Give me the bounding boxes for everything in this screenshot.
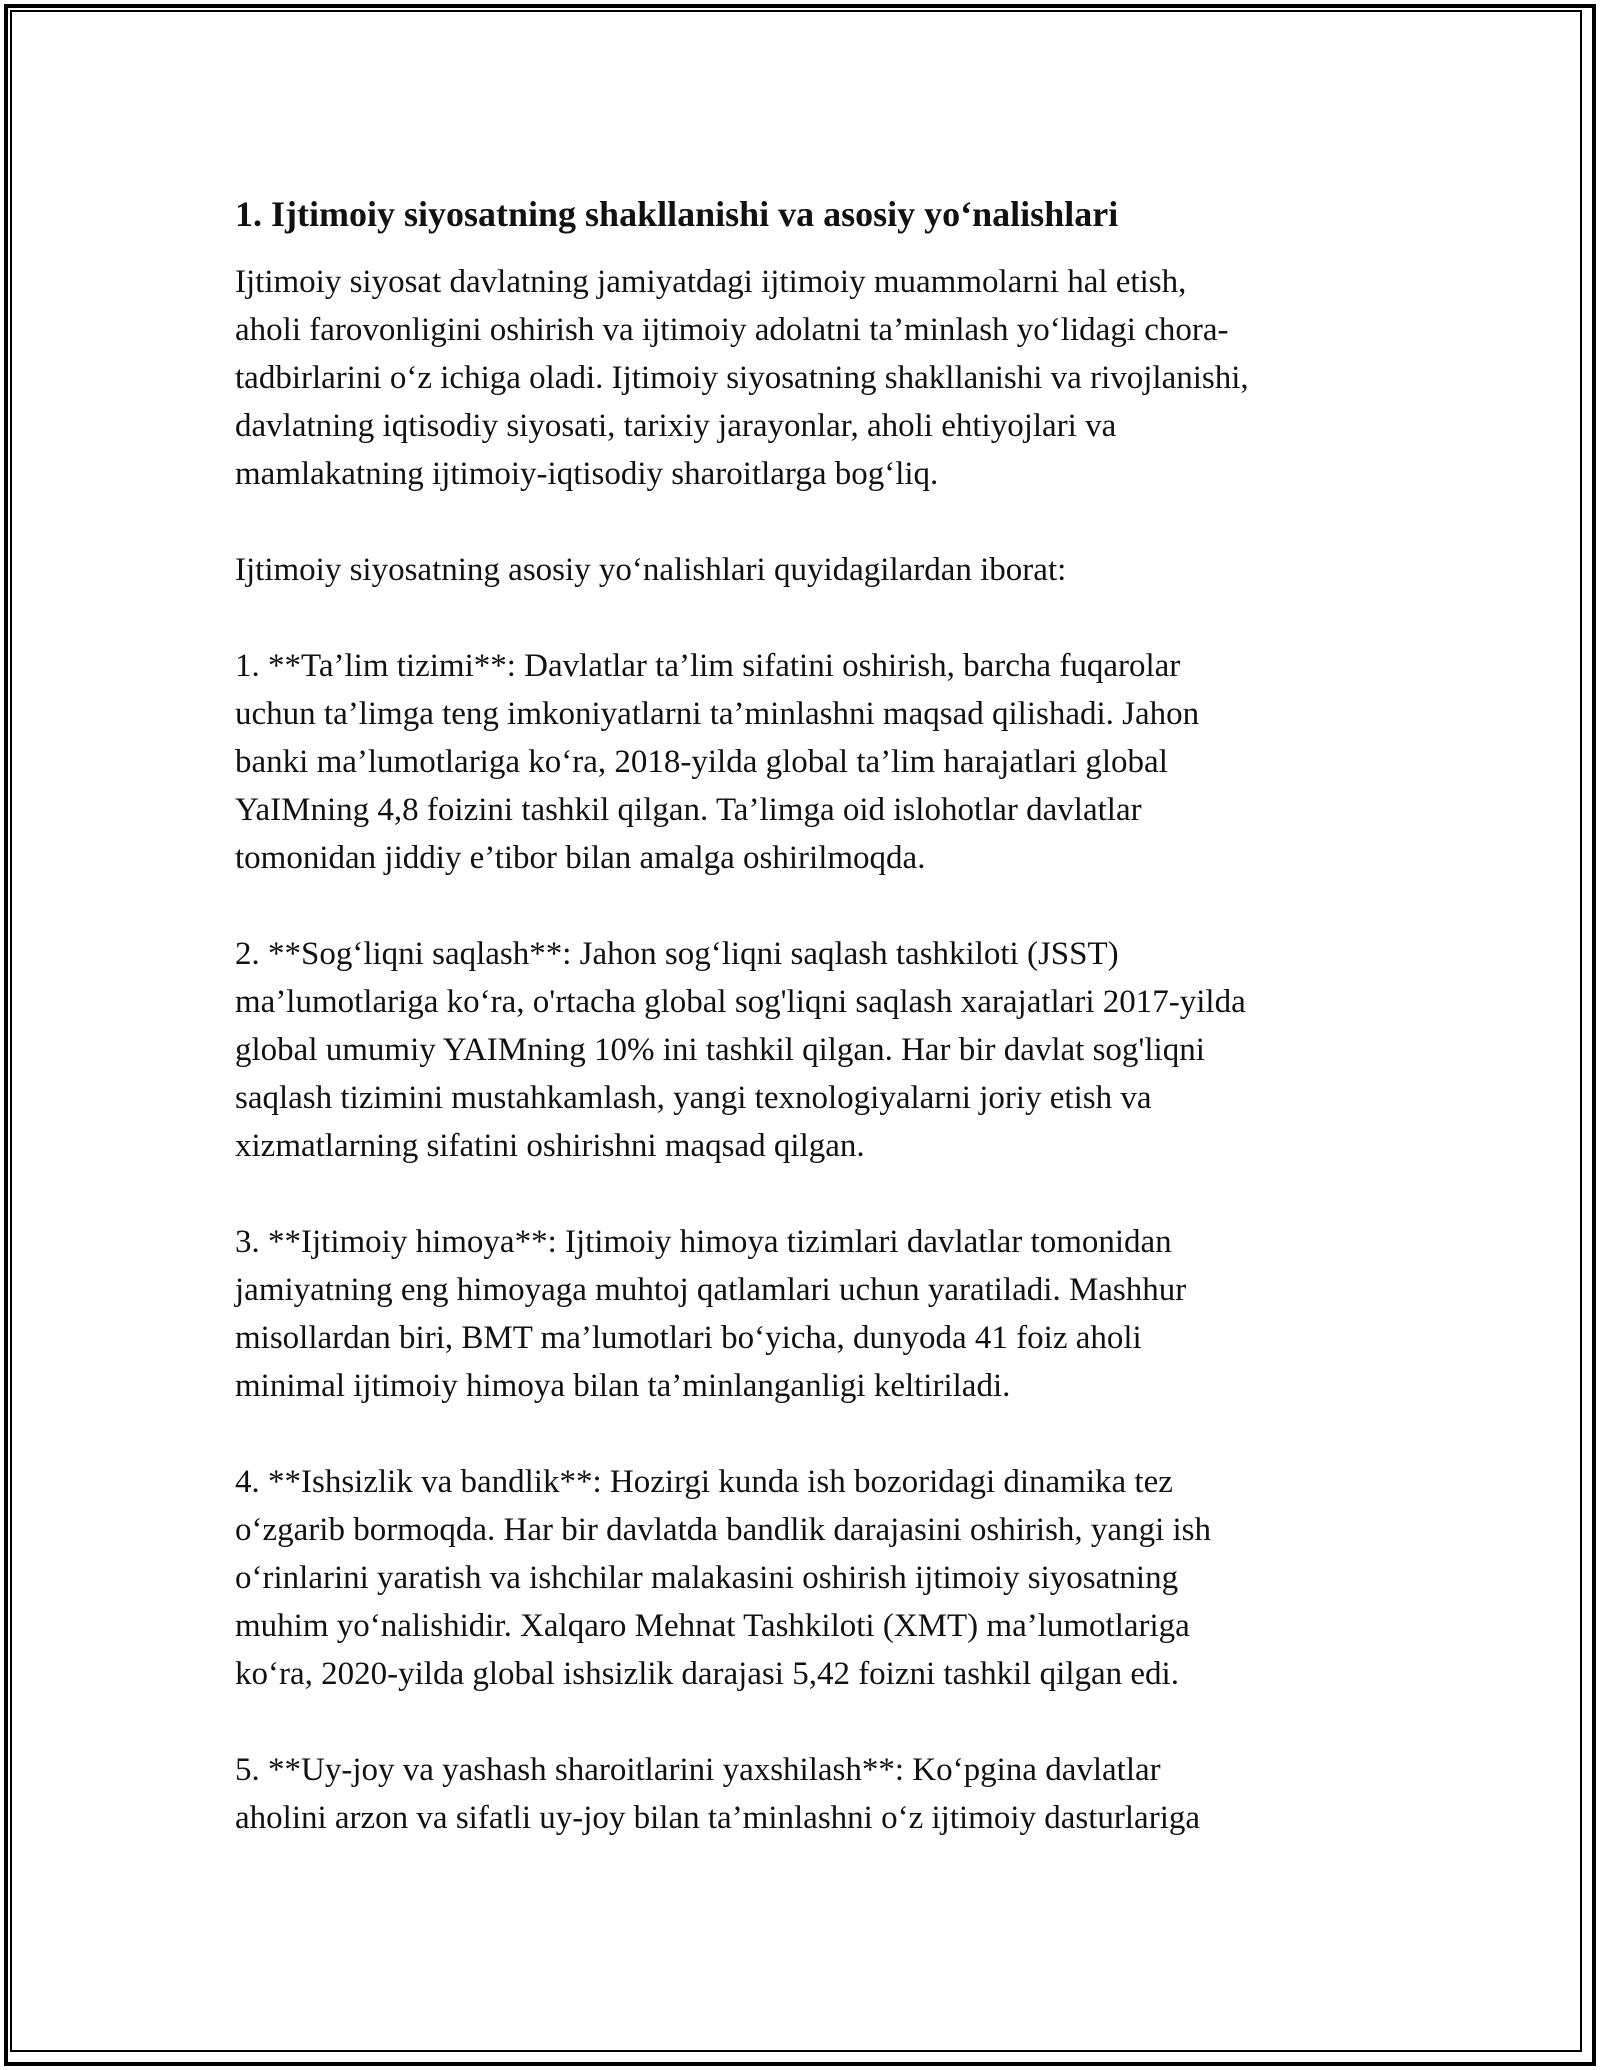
text-line: o‘rinlarini yaratish va ishchilar malakasini oshirish ijtimoiy siyosatning	[235, 1560, 1179, 1596]
paragraph-list-intro	[235, 546, 1370, 594]
spacer	[235, 498, 1370, 546]
list-item-employment	[235, 1458, 1370, 1698]
text-line: YaIMning 4,8 foizini tashkil qilgan. Ta’limga oid islohotlar davlatlar	[235, 792, 1142, 828]
text-line: davlatning iqtisodiy siyosati, tarixiy jarayonlar, aholi ehtiyojlari va	[235, 408, 1117, 444]
text-line: ko‘ra, 2020-yilda global ishsizlik darajasi 5,42 foizni tashkil qilgan edi.	[235, 1656, 1179, 1692]
document-body	[235, 190, 1370, 1842]
text-line: saqlash tizimini mustahkamlash, yangi texnologiyalarni joriy etish va	[235, 1080, 1152, 1116]
spacer	[235, 594, 1370, 642]
text-line: tomonidan jiddiy e’tibor bilan amalga oshirilmoqda.	[235, 840, 926, 876]
text-line: aholi farovonligini oshirish va ijtimoiy adolatni ta’minlash yo‘lidagi chora-	[235, 312, 1229, 348]
text-line: Ijtimoiy siyosatning asosiy yo‘nalishlari quyidagilardan iborat:	[235, 552, 1067, 588]
text-line: minimal ijtimoiy himoya bilan ta’minlanganligi keltiriladi.	[235, 1368, 1011, 1404]
spacer	[235, 1698, 1370, 1746]
list-item-education	[235, 642, 1370, 882]
text-line: 3. **Ijtimoiy himoya**: Ijtimoiy himoya tizimlari davlatlar tomonidan	[235, 1224, 1172, 1260]
text-line: uchun ta’limga teng imkoniyatlarni ta’minlashni maqsad qilishadi. Jahon	[235, 696, 1200, 732]
paragraph-intro	[235, 258, 1370, 498]
list-item-housing	[235, 1746, 1370, 1842]
spacer	[235, 238, 1370, 258]
text-line: aholini arzon va sifatli uy-joy bilan ta’minlashni o‘z ijtimoiy dasturlariga	[235, 1800, 1201, 1836]
text-line: xizmatlarning sifatini oshirishni maqsad qilgan.	[235, 1128, 865, 1164]
text-line: global umumiy YAIMning 10% ini tashkil qilgan. Har bir davlat sog'liqni	[235, 1032, 1205, 1068]
text-line: mamlakatning ijtimoiy-iqtisodiy sharoitlarga bog‘liq.	[235, 456, 939, 492]
text-line: jamiyatning eng himoyaga muhtoj qatlamlari uchun yaratiladi. Mashhur	[235, 1272, 1187, 1308]
spacer	[235, 1170, 1370, 1218]
list-item-social-protection	[235, 1218, 1370, 1410]
spacer	[235, 882, 1370, 930]
text-line: 5. **Uy-joy va yashash sharoitlarini yaxshilash**: Ko‘pgina davlatlar	[235, 1752, 1161, 1788]
spacer	[235, 1410, 1370, 1458]
text-line: 2. **Sog‘liqni saqlash**: Jahon sog‘liqni saqlash tashkiloti (JSST)	[235, 936, 1119, 972]
text-line: banki ma’lumotlariga ko‘ra, 2018-yilda global ta’lim harajatlari global	[235, 744, 1168, 780]
text-line: muhim yo‘nalishidir. Xalqaro Mehnat Tashkiloti (XMT) ma’lumotlariga	[235, 1608, 1190, 1644]
text-line: tadbirlarini o‘z ichiga oladi. Ijtimoiy siyosatning shakllanishi va rivojlanishi,	[235, 360, 1249, 396]
text-line: 4. **Ishsizlik va bandlik**: Hozirgi kunda ish bozoridagi dinamika tez	[235, 1464, 1173, 1500]
text-line: o‘zgarib bormoqda. Har bir davlatda bandlik darajasini oshirish, yangi ish	[235, 1512, 1211, 1548]
text-line: Ijtimoiy siyosat davlatning jamiyatdagi ijtimoiy muammolarni hal etish,	[235, 264, 1187, 300]
text-line: 1. **Ta’lim tizimi**: Davlatlar ta’lim sifatini oshirish, barcha fuqarolar	[235, 648, 1181, 684]
text-line: misollardan biri, BMT ma’lumotlari bo‘yicha, dunyoda 41 foiz aholi	[235, 1320, 1142, 1356]
section-heading: 1. Ijtimoiy siyosatning shakllanishi va asosiy yo‘nalishlari	[235, 194, 1119, 234]
list-item-health	[235, 930, 1370, 1170]
text-line: ma’lumotlariga ko‘ra, o'rtacha global sog'liqni saqlash xarajatlari 2017-yilda	[235, 984, 1246, 1020]
